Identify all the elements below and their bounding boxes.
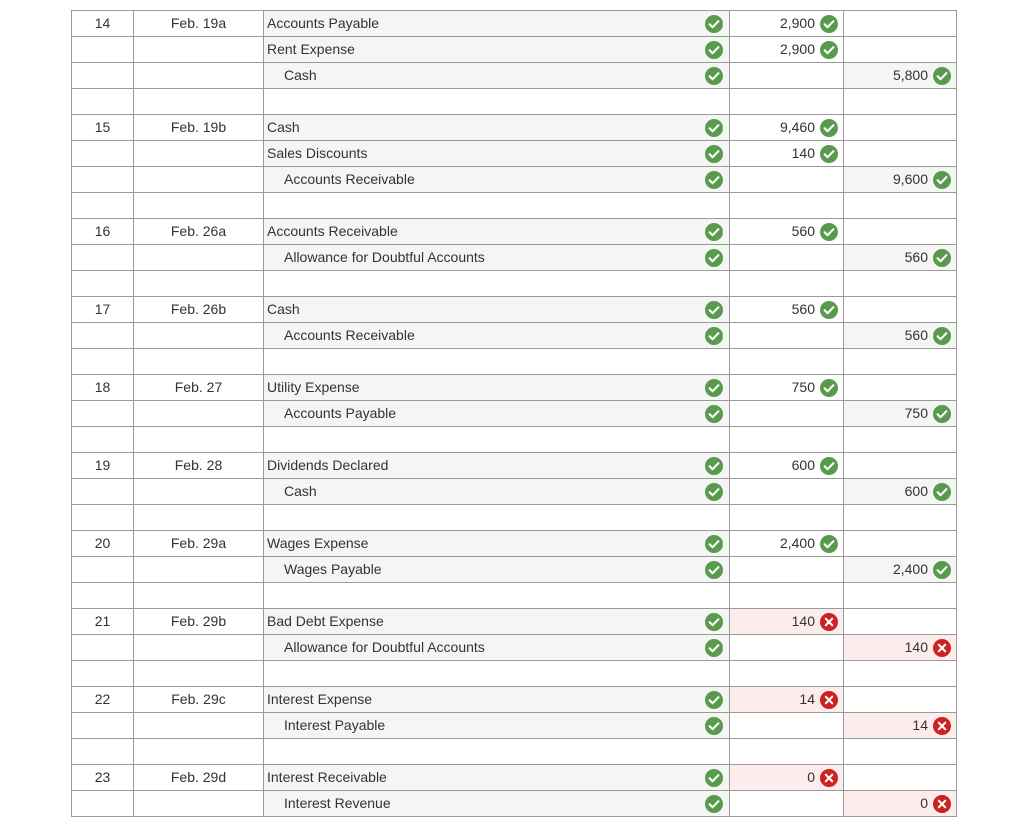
journal-line-row <box>71 400 957 426</box>
check-circle-icon <box>705 301 723 319</box>
account-name: Accounts Receivable <box>284 171 415 187</box>
transaction-date: Feb. 19a <box>133 10 263 36</box>
account-name: Utility Expense <box>267 379 360 395</box>
transaction-date <box>133 322 263 348</box>
credit-amount: 140 <box>904 639 928 655</box>
entry-number: 21 <box>71 608 133 634</box>
check-circle-icon <box>933 327 951 345</box>
debit-amount: 140 <box>791 613 815 629</box>
entry-number: 20 <box>71 530 133 556</box>
check-circle-icon <box>705 249 723 267</box>
entry-number <box>71 660 133 686</box>
entry-number <box>71 270 133 296</box>
spacer-row <box>71 582 957 608</box>
credit-input[interactable] <box>843 608 957 634</box>
check-circle-icon <box>705 769 723 787</box>
journal-line-row <box>71 10 957 36</box>
debit-input[interactable] <box>729 452 843 478</box>
check-circle-icon <box>705 67 723 85</box>
spacer-row <box>71 738 957 764</box>
entry-number <box>71 790 133 816</box>
account-select[interactable] <box>263 478 729 504</box>
check-circle-icon <box>705 535 723 553</box>
check-circle-icon <box>705 639 723 657</box>
entry-number: 23 <box>71 764 133 790</box>
entry-number: 22 <box>71 686 133 712</box>
transaction-date <box>133 426 263 452</box>
transaction-date <box>133 62 263 88</box>
account-name: Cash <box>284 483 317 499</box>
credit-input[interactable] <box>843 556 957 582</box>
account-name: Interest Payable <box>284 717 386 733</box>
check-circle-icon <box>705 327 723 345</box>
credit-input[interactable] <box>843 452 957 478</box>
check-circle-icon <box>705 41 723 59</box>
check-circle-icon <box>705 223 723 241</box>
entry-number <box>71 192 133 218</box>
debit-input[interactable] <box>729 504 843 530</box>
entry-number <box>71 712 133 738</box>
transaction-date <box>133 478 263 504</box>
transaction-date: Feb. 29b <box>133 608 263 634</box>
account-select[interactable] <box>263 36 729 62</box>
account-name: Rent Expense <box>267 41 355 57</box>
account-select[interactable] <box>263 218 729 244</box>
transaction-date <box>133 556 263 582</box>
transaction-date <box>133 634 263 660</box>
account-select[interactable] <box>263 426 729 452</box>
account-select[interactable] <box>263 660 729 686</box>
account-select[interactable] <box>263 582 729 608</box>
transaction-date: Feb. 29c <box>133 686 263 712</box>
entry-number <box>71 62 133 88</box>
account-name: Bad Debt Expense <box>267 613 384 629</box>
debit-amount: 2,400 <box>779 535 815 551</box>
entry-number <box>71 36 133 62</box>
debit-input[interactable] <box>729 660 843 686</box>
check-circle-icon <box>820 457 838 475</box>
debit-amount: 140 <box>791 145 815 161</box>
table-bottom-border <box>71 816 957 817</box>
entry-number <box>71 556 133 582</box>
transaction-date <box>133 192 263 218</box>
check-circle-icon <box>820 379 838 397</box>
check-circle-icon <box>705 15 723 33</box>
credit-input[interactable] <box>843 270 957 296</box>
journal-line-row <box>71 244 957 270</box>
transaction-date <box>133 88 263 114</box>
check-circle-icon <box>820 119 838 137</box>
transaction-date <box>133 36 263 62</box>
debit-input[interactable] <box>729 400 843 426</box>
entry-number <box>71 738 133 764</box>
account-select[interactable] <box>263 374 729 400</box>
journal-line-row <box>71 608 957 634</box>
credit-input[interactable] <box>843 218 957 244</box>
debit-input[interactable] <box>729 686 843 712</box>
transaction-date: Feb. 26b <box>133 296 263 322</box>
x-circle-icon <box>820 691 838 709</box>
entry-number: 14 <box>71 10 133 36</box>
account-select[interactable] <box>263 530 729 556</box>
transaction-date: Feb. 26a <box>133 218 263 244</box>
credit-input[interactable] <box>843 140 957 166</box>
account-select[interactable] <box>263 270 729 296</box>
journal-line-row <box>71 374 957 400</box>
credit-amount: 560 <box>904 327 928 343</box>
check-circle-icon <box>705 691 723 709</box>
transaction-date: Feb. 28 <box>133 452 263 478</box>
check-circle-icon <box>933 561 951 579</box>
debit-input[interactable] <box>729 712 843 738</box>
credit-input[interactable] <box>843 322 957 348</box>
debit-input[interactable] <box>729 374 843 400</box>
account-select[interactable] <box>263 62 729 88</box>
check-circle-icon <box>820 15 838 33</box>
journal-line-row <box>71 36 957 62</box>
credit-amount: 14 <box>912 717 928 733</box>
account-select[interactable] <box>263 322 729 348</box>
entry-number <box>71 478 133 504</box>
x-circle-icon <box>820 613 838 631</box>
entry-number <box>71 426 133 452</box>
journal-line-row <box>71 218 957 244</box>
account-select[interactable] <box>263 764 729 790</box>
debit-input[interactable] <box>729 296 843 322</box>
entry-number <box>71 166 133 192</box>
debit-amount: 750 <box>791 379 815 395</box>
credit-input[interactable] <box>843 530 957 556</box>
journal-line-row <box>71 166 957 192</box>
spacer-row <box>71 660 957 686</box>
credit-input[interactable] <box>843 114 957 140</box>
account-name: Dividends Declared <box>267 457 389 473</box>
journal-line-row <box>71 140 957 166</box>
account-name: Accounts Receivable <box>267 223 398 239</box>
spacer-row <box>71 348 957 374</box>
x-circle-icon <box>933 717 951 735</box>
check-circle-icon <box>705 613 723 631</box>
check-circle-icon <box>820 535 838 553</box>
debit-amount: 560 <box>791 301 815 317</box>
debit-input[interactable] <box>729 582 843 608</box>
debit-input[interactable] <box>729 36 843 62</box>
credit-input[interactable] <box>843 166 957 192</box>
account-select[interactable] <box>263 140 729 166</box>
account-name: Accounts Payable <box>267 15 380 31</box>
entry-number <box>71 582 133 608</box>
debit-input[interactable] <box>729 140 843 166</box>
credit-input[interactable] <box>843 790 957 816</box>
credit-amount: 9,600 <box>892 171 928 187</box>
account-name: Allowance for Doubtful Accounts <box>284 639 485 655</box>
spacer-row <box>71 504 957 530</box>
spacer-row <box>71 192 957 218</box>
x-circle-icon <box>820 769 838 787</box>
account-select[interactable] <box>263 634 729 660</box>
credit-input[interactable] <box>843 192 957 218</box>
account-select[interactable] <box>263 296 729 322</box>
credit-amount: 600 <box>904 483 928 499</box>
account-select[interactable] <box>263 114 729 140</box>
credit-input[interactable] <box>843 764 957 790</box>
transaction-date <box>133 738 263 764</box>
check-circle-icon <box>933 171 951 189</box>
journal-line-row <box>71 114 957 140</box>
check-circle-icon <box>705 795 723 813</box>
transaction-date <box>133 790 263 816</box>
debit-amount: 2,900 <box>779 41 815 57</box>
transaction-date <box>133 244 263 270</box>
account-name: Wages Expense <box>267 535 369 551</box>
journal-line-row <box>71 686 957 712</box>
journal-line-row <box>71 634 957 660</box>
account-select[interactable] <box>263 712 729 738</box>
debit-input[interactable] <box>729 556 843 582</box>
debit-input[interactable] <box>729 634 843 660</box>
credit-input[interactable] <box>843 478 957 504</box>
credit-input[interactable] <box>843 374 957 400</box>
account-select[interactable] <box>263 608 729 634</box>
journal-line-row <box>71 478 957 504</box>
credit-input[interactable] <box>843 400 957 426</box>
entry-number <box>71 634 133 660</box>
account-select[interactable] <box>263 738 729 764</box>
account-name: Accounts Payable <box>284 405 397 421</box>
check-circle-icon <box>705 561 723 579</box>
transaction-date: Feb. 27 <box>133 374 263 400</box>
debit-amount: 600 <box>791 457 815 473</box>
check-circle-icon <box>933 483 951 501</box>
debit-amount: 14 <box>799 691 815 707</box>
check-circle-icon <box>933 405 951 423</box>
credit-amount: 5,800 <box>892 67 928 83</box>
debit-input[interactable] <box>729 322 843 348</box>
credit-input[interactable] <box>843 426 957 452</box>
account-name: Cash <box>284 67 317 83</box>
entry-number <box>71 400 133 426</box>
transaction-date <box>133 582 263 608</box>
debit-amount: 2,900 <box>779 15 815 31</box>
transaction-date <box>133 166 263 192</box>
journal-line-row <box>71 530 957 556</box>
check-circle-icon <box>705 119 723 137</box>
debit-amount: 560 <box>791 223 815 239</box>
entry-number: 19 <box>71 452 133 478</box>
credit-input[interactable] <box>843 348 957 374</box>
credit-amount: 560 <box>904 249 928 265</box>
credit-input[interactable] <box>843 244 957 270</box>
journal-line-row <box>71 712 957 738</box>
check-circle-icon <box>705 483 723 501</box>
journal-line-row <box>71 556 957 582</box>
debit-input[interactable] <box>729 426 843 452</box>
check-circle-icon <box>820 145 838 163</box>
account-select[interactable] <box>263 452 729 478</box>
entry-number <box>71 88 133 114</box>
account-name: Accounts Receivable <box>284 327 415 343</box>
transaction-date: Feb. 29d <box>133 764 263 790</box>
entry-number <box>71 244 133 270</box>
credit-input[interactable] <box>843 10 957 36</box>
credit-input[interactable] <box>843 686 957 712</box>
account-select[interactable] <box>263 10 729 36</box>
debit-input[interactable] <box>729 114 843 140</box>
x-circle-icon <box>933 795 951 813</box>
check-circle-icon <box>705 145 723 163</box>
debit-input[interactable] <box>729 88 843 114</box>
transaction-date <box>133 712 263 738</box>
debit-amount: 0 <box>807 769 815 785</box>
entry-number <box>71 140 133 166</box>
account-name: Wages Payable <box>284 561 382 577</box>
journal-line-row <box>71 62 957 88</box>
account-select[interactable] <box>263 686 729 712</box>
x-circle-icon <box>933 639 951 657</box>
credit-input[interactable] <box>843 660 957 686</box>
credit-input[interactable] <box>843 712 957 738</box>
journal-line-row <box>71 296 957 322</box>
check-circle-icon <box>933 249 951 267</box>
account-name: Cash <box>267 119 300 135</box>
debit-input[interactable] <box>729 478 843 504</box>
check-circle-icon <box>820 223 838 241</box>
account-select[interactable] <box>263 166 729 192</box>
debit-input[interactable] <box>729 608 843 634</box>
credit-input[interactable] <box>843 296 957 322</box>
credit-input[interactable] <box>843 738 957 764</box>
debit-input[interactable] <box>729 270 843 296</box>
debit-input[interactable] <box>729 764 843 790</box>
debit-input[interactable] <box>729 62 843 88</box>
credit-input[interactable] <box>843 88 957 114</box>
debit-input[interactable] <box>729 530 843 556</box>
account-select[interactable] <box>263 556 729 582</box>
transaction-date: Feb. 29a <box>133 530 263 556</box>
check-circle-icon <box>820 301 838 319</box>
spacer-row <box>71 426 957 452</box>
account-select[interactable] <box>263 348 729 374</box>
account-select[interactable] <box>263 400 729 426</box>
entry-number: 16 <box>71 218 133 244</box>
debit-input[interactable] <box>729 348 843 374</box>
check-circle-icon <box>705 457 723 475</box>
check-circle-icon <box>705 379 723 397</box>
account-name: Cash <box>267 301 300 317</box>
transaction-date <box>133 660 263 686</box>
transaction-date <box>133 270 263 296</box>
entry-number: 15 <box>71 114 133 140</box>
credit-amount: 2,400 <box>892 561 928 577</box>
journal-line-row <box>71 452 957 478</box>
credit-amount: 0 <box>920 795 928 811</box>
check-circle-icon <box>933 67 951 85</box>
journal-entry-table <box>71 10 957 817</box>
entry-number <box>71 348 133 374</box>
debit-input[interactable] <box>729 790 843 816</box>
journal-line-row <box>71 322 957 348</box>
debit-input[interactable] <box>729 192 843 218</box>
account-select[interactable] <box>263 192 729 218</box>
account-name: Interest Receivable <box>267 769 387 785</box>
account-name: Allowance for Doubtful Accounts <box>284 249 485 265</box>
debit-amount: 9,460 <box>779 119 815 135</box>
credit-input[interactable] <box>843 582 957 608</box>
entry-number <box>71 504 133 530</box>
debit-input[interactable] <box>729 244 843 270</box>
debit-input[interactable] <box>729 738 843 764</box>
account-select[interactable] <box>263 244 729 270</box>
credit-input[interactable] <box>843 62 957 88</box>
account-name: Interest Expense <box>267 691 373 707</box>
transaction-date: Feb. 19b <box>133 114 263 140</box>
entry-number: 17 <box>71 296 133 322</box>
check-circle-icon <box>705 717 723 735</box>
account-select[interactable] <box>263 88 729 114</box>
transaction-date <box>133 400 263 426</box>
transaction-date <box>133 348 263 374</box>
account-name: Interest Revenue <box>284 795 391 811</box>
entry-number <box>71 322 133 348</box>
transaction-date <box>133 504 263 530</box>
check-circle-icon <box>705 171 723 189</box>
check-circle-icon <box>820 41 838 59</box>
spacer-row <box>71 88 957 114</box>
spacer-row <box>71 270 957 296</box>
credit-input[interactable] <box>843 36 957 62</box>
debit-input[interactable] <box>729 166 843 192</box>
account-name: Sales Discounts <box>267 145 368 161</box>
journal-line-row <box>71 764 957 790</box>
journal-line-row <box>71 790 957 816</box>
debit-input[interactable] <box>729 10 843 36</box>
check-circle-icon <box>705 405 723 423</box>
credit-amount: 750 <box>904 405 928 421</box>
account-select[interactable] <box>263 790 729 816</box>
account-select[interactable] <box>263 504 729 530</box>
debit-input[interactable] <box>729 218 843 244</box>
entry-number: 18 <box>71 374 133 400</box>
credit-input[interactable] <box>843 634 957 660</box>
credit-input[interactable] <box>843 504 957 530</box>
transaction-date <box>133 140 263 166</box>
